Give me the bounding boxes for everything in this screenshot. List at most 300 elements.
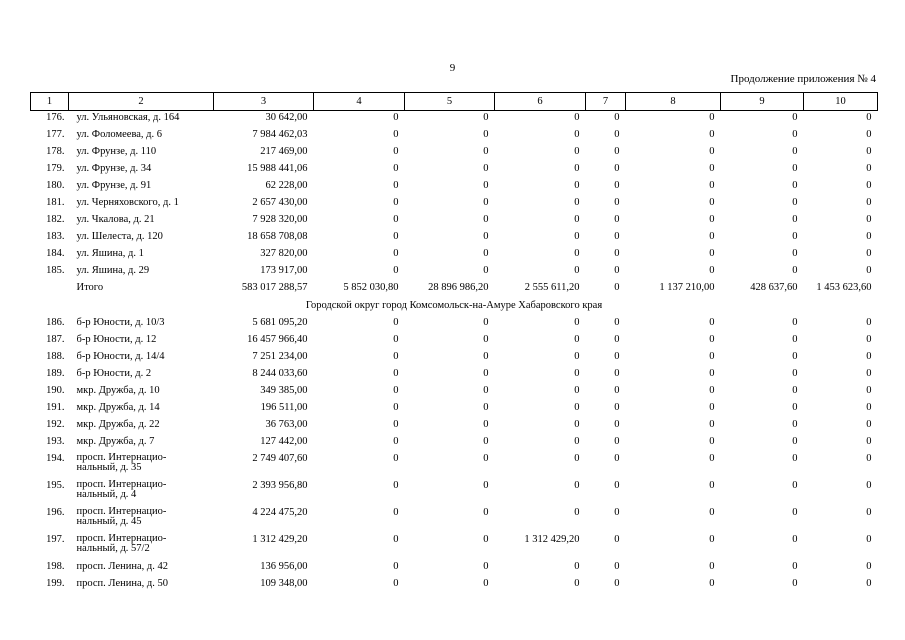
value-cell-c7: 0 — [614, 367, 620, 379]
value-cell-c5: 0 — [483, 436, 489, 448]
address-cell — [69, 196, 214, 213]
row-number: 177. — [46, 128, 65, 140]
value-cell-c3: 127 442,00 — [260, 436, 308, 448]
value-cell-c8: 0 — [709, 145, 715, 157]
value-cell-c8: 0 — [709, 350, 715, 362]
value-cell-c8: 0 — [709, 419, 715, 431]
address-line: мкр. Дружба, д. 14 — [76, 402, 160, 414]
column-header: 1 — [31, 93, 69, 111]
value-cell-c10: 0 — [866, 128, 872, 140]
value-cell-c10: 0 — [866, 453, 872, 465]
value-cell-c10: 0 — [866, 350, 872, 362]
value-cell-c8: 0 — [709, 112, 715, 123]
value-cell-c4: 0 — [393, 507, 399, 519]
value-cell-c10: 0 — [866, 231, 872, 243]
value-cell-c9: 0 — [792, 453, 798, 465]
value-cell-c3: 16 457 966,40 — [247, 333, 308, 345]
table-row — [31, 128, 878, 145]
value-cell-c8: 0 — [709, 367, 715, 379]
table-row — [31, 367, 878, 384]
value-cell-c10: 0 — [866, 162, 872, 174]
column-header: 8 — [626, 93, 721, 111]
row-number: 187. — [46, 333, 65, 345]
row-number: 198. — [46, 561, 65, 573]
value-cell-c8: 0 — [709, 248, 715, 260]
value-cell-c8: 0 — [709, 196, 715, 208]
continuation-label: Продолжение приложения № 4 — [730, 73, 876, 85]
value-cell-c8: 0 — [709, 162, 715, 174]
value-cell-c5: 0 — [483, 507, 489, 519]
value-cell-c3: 2 393 956,80 — [252, 480, 308, 492]
row-number: 188. — [46, 350, 65, 362]
row-number: 189. — [46, 367, 65, 379]
address-cell — [69, 350, 214, 367]
value-cell-c5: 0 — [483, 419, 489, 431]
value-cell-c7: 0 — [614, 561, 620, 573]
value-cell-c9: 0 — [792, 419, 798, 431]
value-cell-c7: 0 — [614, 453, 620, 465]
value-cell-c8: 0 — [709, 507, 715, 519]
value-cell-c6: 0 — [574, 162, 580, 174]
value-cell-c10: 0 — [866, 196, 872, 208]
value-cell-c4: 0 — [393, 561, 399, 573]
address-line: просп. Интернацио- — [76, 533, 167, 545]
value-cell-c7: 0 — [614, 507, 620, 519]
value-cell-c4: 0 — [393, 350, 399, 362]
data-table — [30, 92, 878, 595]
value-cell-c6: 0 — [574, 402, 580, 414]
value-cell-c8: 0 — [709, 534, 715, 546]
table-row — [31, 162, 878, 179]
value-cell-c3: 2 657 430,00 — [252, 196, 308, 208]
value-cell-c7: 0 — [614, 578, 620, 590]
value-cell-c4: 0 — [393, 112, 399, 123]
address-cell — [69, 281, 214, 298]
address-cell — [69, 435, 214, 452]
table-row — [31, 418, 878, 435]
value-cell-c7: 0 — [614, 214, 620, 226]
row-number — [31, 281, 69, 298]
value-cell-c3: 1 312 429,20 — [252, 534, 308, 546]
value-cell-c3: 8 244 033,60 — [252, 367, 308, 379]
value-cell-c9: 0 — [792, 534, 798, 546]
value-cell-c3: 327 820,00 — [260, 248, 308, 260]
value-cell-c6: 1 312 429,20 — [524, 534, 580, 546]
value-cell-c5: 0 — [483, 265, 489, 277]
table-row — [31, 179, 878, 196]
value-cell-c7: 0 — [614, 480, 620, 492]
value-cell-c4: 0 — [393, 231, 399, 243]
value-cell-c10: 0 — [866, 507, 872, 519]
table-row — [31, 213, 878, 230]
value-cell-c3: 583 017 288,57 — [241, 282, 308, 294]
value-cell-c7: 0 — [614, 231, 620, 243]
value-cell-c4: 0 — [393, 480, 399, 492]
address-line: б-р Юности, д. 14/4 — [76, 350, 165, 362]
value-cell-c4: 0 — [393, 534, 399, 546]
value-cell-c7: 0 — [614, 265, 620, 277]
table-row — [31, 435, 878, 452]
value-cell-c7: 0 — [614, 112, 620, 123]
value-cell-c9: 0 — [792, 436, 798, 448]
row-number: 181. — [46, 196, 65, 208]
value-cell-c4: 0 — [393, 316, 399, 328]
value-cell-c3: 62 228,00 — [265, 179, 308, 191]
row-number: 192. — [46, 419, 65, 431]
value-cell-c3: 2 749 407,60 — [252, 453, 308, 465]
value-cell-c5: 0 — [483, 480, 489, 492]
value-cell-c6: 0 — [574, 128, 580, 140]
value-cell-c4: 0 — [393, 385, 399, 396]
value-cell-c5: 0 — [483, 214, 489, 226]
value-cell-c4: 0 — [393, 196, 399, 208]
value-cell-c9: 0 — [792, 179, 798, 191]
address-cell — [69, 367, 214, 384]
address-line: б-р Юности, д. 12 — [76, 333, 157, 345]
value-cell-c5: 0 — [483, 367, 489, 379]
value-cell-c5: 0 — [483, 316, 489, 328]
value-cell-c6: 0 — [574, 112, 580, 123]
value-cell-c9: 0 — [792, 265, 798, 277]
value-cell-c5: 0 — [483, 248, 489, 260]
value-cell-c10: 0 — [866, 179, 872, 191]
value-cell-c9: 0 — [792, 112, 798, 123]
address-cell — [69, 479, 214, 506]
value-cell-c9: 0 — [792, 128, 798, 140]
total-row — [31, 281, 878, 298]
address-line: ул. Чкалова, д. 21 — [76, 214, 155, 226]
row-number: 190. — [46, 385, 65, 396]
address-line: ул. Шелеста, д. 120 — [76, 231, 163, 243]
address-cell — [69, 128, 214, 145]
row-number: 183. — [46, 231, 65, 243]
address-line: ул. Фрунзе, д. 34 — [76, 162, 152, 174]
address-cell — [69, 418, 214, 435]
value-cell-c8: 0 — [709, 214, 715, 226]
value-cell-c9: 428 637,60 — [750, 282, 798, 294]
value-cell-c4: 0 — [393, 145, 399, 157]
address-cell — [69, 247, 214, 264]
value-cell-c10: 0 — [866, 480, 872, 492]
address-line: мкр. Дружба, д. 10 — [76, 385, 160, 396]
table-row — [31, 560, 878, 577]
value-cell-c6: 0 — [574, 145, 580, 157]
column-header: 6 — [495, 93, 586, 111]
value-cell-c6: 0 — [574, 231, 580, 243]
value-cell-c3: 18 658 708,08 — [247, 231, 308, 243]
value-cell-c6: 2 555 611,20 — [524, 282, 580, 294]
address-cell — [69, 316, 214, 333]
row-number: 191. — [46, 402, 65, 414]
address-cell — [69, 264, 214, 281]
value-cell-c4: 0 — [393, 402, 399, 414]
row-number: 197. — [46, 534, 65, 546]
value-cell-c7: 0 — [614, 385, 620, 396]
address-line: мкр. Дружба, д. 7 — [76, 436, 155, 448]
value-cell-c4: 5 852 030,80 — [343, 282, 399, 294]
value-cell-c7: 0 — [614, 145, 620, 157]
value-cell-c9: 0 — [792, 231, 798, 243]
address-cell — [69, 111, 214, 128]
address-line: нальный, д. 45 — [76, 516, 142, 528]
value-cell-c4: 0 — [393, 248, 399, 260]
value-cell-c10: 0 — [866, 367, 872, 379]
address-line: просп. Ленина, д. 42 — [76, 561, 168, 573]
table-body — [31, 111, 878, 595]
value-cell-c10: 0 — [866, 534, 872, 546]
column-header: 3 — [214, 93, 314, 111]
value-cell-c10: 0 — [866, 436, 872, 448]
row-number: 176. — [46, 112, 65, 123]
row-number: 182. — [46, 214, 65, 226]
value-cell-c8: 0 — [709, 480, 715, 492]
address-line: просп. Интернацио- — [76, 506, 167, 518]
value-cell-c6: 0 — [574, 419, 580, 431]
value-cell-c6: 0 — [574, 214, 580, 226]
address-line: просп. Интернацио- — [76, 452, 167, 464]
value-cell-c4: 0 — [393, 333, 399, 345]
value-cell-c6: 0 — [574, 436, 580, 448]
value-cell-c7: 0 — [614, 316, 620, 328]
address-line: мкр. Дружба, д. 22 — [76, 419, 160, 431]
row-number: 180. — [46, 179, 65, 191]
column-header: 4 — [314, 93, 405, 111]
value-cell-c9: 0 — [792, 248, 798, 260]
value-cell-c9: 0 — [792, 350, 798, 362]
address-line: просп. Интернацио- — [76, 479, 167, 491]
value-cell-c4: 0 — [393, 436, 399, 448]
row-number: 186. — [46, 316, 65, 328]
page-number: 9 — [449, 62, 456, 74]
row-number: 184. — [46, 248, 65, 260]
value-cell-c3: 7 251 234,00 — [252, 350, 308, 362]
value-cell-c4: 0 — [393, 578, 399, 590]
value-cell-c5: 0 — [483, 112, 489, 123]
value-cell-c6: 0 — [574, 179, 580, 191]
value-cell-c7: 0 — [614, 402, 620, 414]
value-cell-c8: 0 — [709, 578, 715, 590]
address-cell — [69, 384, 214, 401]
value-cell-c6: 0 — [574, 265, 580, 277]
value-cell-c9: 0 — [792, 402, 798, 414]
value-cell-c10: 0 — [866, 385, 872, 396]
row-number: 194. — [46, 453, 65, 465]
value-cell-c3: 5 681 095,20 — [252, 316, 308, 328]
table-row — [31, 247, 878, 264]
table-row — [31, 577, 878, 594]
row-number: 195. — [46, 480, 65, 492]
section-row — [31, 299, 878, 316]
address-line: ул. Ульяновская, д. 164 — [76, 112, 180, 123]
row-number: 179. — [46, 162, 65, 174]
value-cell-c5: 0 — [483, 402, 489, 414]
value-cell-c10: 0 — [866, 214, 872, 226]
value-cell-c6: 0 — [574, 480, 580, 492]
value-cell-c4: 0 — [393, 453, 399, 465]
value-cell-c8: 0 — [709, 453, 715, 465]
value-cell-c7: 0 — [614, 248, 620, 260]
value-cell-c6: 0 — [574, 385, 580, 396]
value-cell-c6: 0 — [574, 367, 580, 379]
value-cell-c8: 0 — [709, 316, 715, 328]
row-number: 196. — [46, 507, 65, 519]
table-row — [31, 230, 878, 247]
value-cell-c7: 0 — [614, 196, 620, 208]
row-number: 178. — [46, 145, 65, 157]
value-cell-c5: 0 — [483, 333, 489, 345]
value-cell-c7: 0 — [614, 179, 620, 191]
value-cell-c9: 0 — [792, 367, 798, 379]
value-cell-c10: 0 — [866, 265, 872, 277]
address-line: ул. Черняховского, д. 1 — [76, 196, 179, 208]
table-row — [31, 479, 878, 506]
value-cell-c8: 0 — [709, 265, 715, 277]
address-cell — [69, 230, 214, 247]
column-header: 10 — [804, 93, 878, 111]
value-cell-c5: 0 — [483, 453, 489, 465]
value-cell-c4: 0 — [393, 367, 399, 379]
value-cell-c8: 0 — [709, 231, 715, 243]
address-cell — [69, 506, 214, 533]
address-cell — [69, 533, 214, 560]
row-number: 193. — [46, 436, 65, 448]
row-number: 199. — [46, 578, 65, 590]
value-cell-c10: 0 — [866, 248, 872, 260]
value-cell-c5: 0 — [483, 128, 489, 140]
value-cell-c7: 0 — [614, 333, 620, 345]
table-row — [31, 506, 878, 533]
table-row — [31, 401, 878, 418]
value-cell-c8: 0 — [709, 436, 715, 448]
address-line: Итого — [76, 282, 104, 294]
value-cell-c3: 4 224 475,20 — [252, 507, 308, 519]
value-cell-c9: 0 — [792, 507, 798, 519]
table-row — [31, 350, 878, 367]
value-cell-c10: 0 — [866, 578, 872, 590]
value-cell-c7: 0 — [614, 436, 620, 448]
address-line: нальный, д. 35 — [76, 462, 142, 474]
value-cell-c3: 173 917,00 — [260, 265, 308, 277]
value-cell-c6: 0 — [574, 453, 580, 465]
address-cell — [69, 213, 214, 230]
table-row — [31, 384, 878, 401]
value-cell-c10: 1 453 623,60 — [816, 282, 872, 294]
value-cell-c5: 0 — [483, 231, 489, 243]
table-row — [31, 264, 878, 281]
address-line: ул. Яшина, д. 1 — [76, 248, 144, 260]
column-header: 9 — [721, 93, 804, 111]
section-title: Городской округ город Комсомольск-на-Амуре Хабаровского края — [305, 299, 603, 311]
value-cell-c4: 0 — [393, 162, 399, 174]
value-cell-c10: 0 — [866, 419, 872, 431]
table-row — [31, 145, 878, 162]
value-cell-c5: 0 — [483, 350, 489, 362]
value-cell-c10: 0 — [866, 333, 872, 345]
value-cell-c6: 0 — [574, 350, 580, 362]
address-line: нальный, д. 4 — [76, 489, 137, 501]
value-cell-c10: 0 — [866, 112, 872, 123]
address-cell — [69, 179, 214, 196]
value-cell-c5: 0 — [483, 145, 489, 157]
value-cell-c9: 0 — [792, 385, 798, 396]
table-row — [31, 333, 878, 350]
value-cell-c7: 0 — [614, 350, 620, 362]
value-cell-c3: 7 928 320,00 — [252, 214, 308, 226]
value-cell-c9: 0 — [792, 480, 798, 492]
value-cell-c3: 349 385,00 — [260, 385, 308, 396]
value-cell-c8: 0 — [709, 333, 715, 345]
table-row — [31, 316, 878, 333]
address-cell — [69, 577, 214, 594]
value-cell-c4: 0 — [393, 265, 399, 277]
table-row — [31, 111, 878, 128]
value-cell-c4: 0 — [393, 419, 399, 431]
value-cell-c5: 0 — [483, 162, 489, 174]
value-cell-c6: 0 — [574, 248, 580, 260]
value-cell-c7: 0 — [614, 419, 620, 431]
column-header: 5 — [405, 93, 495, 111]
value-cell-c6: 0 — [574, 578, 580, 590]
address-cell — [69, 162, 214, 179]
value-cell-c5: 0 — [483, 179, 489, 191]
value-cell-c10: 0 — [866, 402, 872, 414]
value-cell-c9: 0 — [792, 578, 798, 590]
value-cell-c9: 0 — [792, 214, 798, 226]
address-line: ул. Фрунзе, д. 110 — [76, 145, 157, 157]
value-cell-c9: 0 — [792, 162, 798, 174]
value-cell-c3: 7 984 462,03 — [252, 128, 308, 140]
value-cell-c5: 0 — [483, 196, 489, 208]
address-cell — [69, 145, 214, 162]
header-row — [31, 93, 878, 111]
value-cell-c8: 0 — [709, 128, 715, 140]
value-cell-c9: 0 — [792, 316, 798, 328]
value-cell-c7: 0 — [614, 282, 620, 294]
column-header: 7 — [586, 93, 626, 111]
value-cell-c3: 15 988 441,06 — [247, 162, 308, 174]
value-cell-c4: 0 — [393, 179, 399, 191]
value-cell-c8: 0 — [709, 179, 715, 191]
value-cell-c7: 0 — [614, 534, 620, 546]
address-line: ул. Фрунзе, д. 91 — [76, 179, 152, 191]
address-cell — [69, 401, 214, 418]
value-cell-c6: 0 — [574, 316, 580, 328]
address-cell — [69, 452, 214, 479]
value-cell-c6: 0 — [574, 333, 580, 345]
value-cell-c5: 0 — [483, 385, 489, 396]
table-row — [31, 533, 878, 560]
value-cell-c8: 0 — [709, 561, 715, 573]
column-header: 2 — [69, 93, 214, 111]
value-cell-c6: 0 — [574, 561, 580, 573]
table-row — [31, 452, 878, 479]
value-cell-c3: 36 763,00 — [265, 419, 308, 431]
value-cell-c10: 0 — [866, 145, 872, 157]
value-cell-c9: 0 — [792, 333, 798, 345]
address-line: ул. Фоломеева, д. 6 — [76, 128, 163, 140]
value-cell-c9: 0 — [792, 196, 798, 208]
value-cell-c3: 196 511,00 — [260, 402, 308, 414]
value-cell-c3: 136 956,00 — [260, 561, 308, 573]
value-cell-c5: 28 896 986,20 — [428, 282, 489, 294]
table-row — [31, 196, 878, 213]
value-cell-c8: 0 — [709, 402, 715, 414]
value-cell-c7: 0 — [614, 162, 620, 174]
value-cell-c7: 0 — [614, 128, 620, 140]
address-line: ул. Яшина, д. 29 — [76, 265, 150, 277]
value-cell-c3: 217 469,00 — [260, 145, 308, 157]
address-line: нальный, д. 57/2 — [76, 543, 150, 555]
